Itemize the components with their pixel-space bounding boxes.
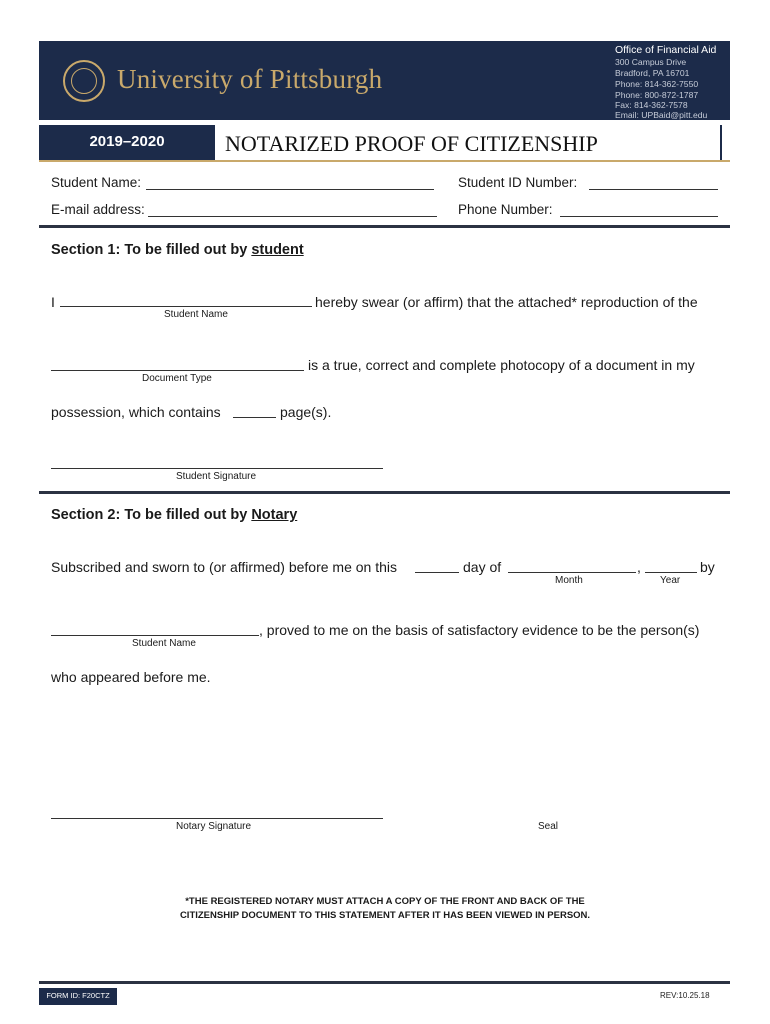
- notary-notice-line-2: CITIZENSHIP DOCUMENT TO THIS STATEMENT AFTER IT HAS BEEN VIEWED IN PERSON.: [179, 910, 591, 921]
- s1-document-type-label: Document Type: [142, 373, 212, 384]
- s1-line1-text: hereby swear (or affirm) that the attached* reproduction of the: [315, 294, 698, 310]
- student-signature-label: Student Signature: [176, 471, 257, 482]
- s2-line1-a: Subscribed and sworn to (or affirmed) before me on this: [51, 559, 398, 575]
- phone-line-2: Phone: 800-872-1787: [615, 90, 699, 100]
- s2-line1-b: day of: [463, 559, 502, 575]
- s2-year-label: Year: [660, 575, 681, 586]
- university-seal-inner: [71, 68, 97, 94]
- address-line-2: Bradford, PA 16701: [615, 68, 690, 78]
- academic-year: 2019–2020: [89, 133, 165, 150]
- phone-line-1: Phone: 814-362-7550: [615, 79, 699, 89]
- form-id: FORM ID: F20CTZ: [46, 991, 110, 1000]
- section-2-heading: Section 2: To be filled out by Notary: [51, 507, 298, 523]
- address-line-1: 300 Campus Drive: [615, 57, 687, 67]
- s1-line1-prefix: I: [51, 294, 55, 310]
- university-name: University of Pittsburgh: [117, 64, 383, 94]
- s1-page-count-field[interactable]: [233, 417, 276, 418]
- student-name-field[interactable]: [146, 189, 434, 190]
- section-divider-top: [39, 225, 730, 228]
- email-field[interactable]: [148, 216, 437, 217]
- notary-signature-field[interactable]: [51, 818, 383, 819]
- revision-label: REV:10.25.18: [660, 991, 710, 1000]
- s2-line2-text: , proved to me on the basis of satisfactory evidence to be the person(s): [259, 622, 700, 638]
- s2-student-name-field[interactable]: [51, 635, 259, 636]
- s1-document-type-field[interactable]: [51, 370, 304, 371]
- email-line: Email: UPBaid@pitt.edu: [615, 110, 708, 120]
- notary-notice-line-1: *THE REGISTERED NOTARY MUST ATTACH A COPY OF THE FRONT AND BACK OF THE: [185, 896, 585, 907]
- s2-month-label: Month: [555, 575, 583, 586]
- s2-student-name-label: Student Name: [132, 638, 196, 649]
- s1-line3-a: possession, which contains: [51, 404, 221, 420]
- title-underline: [39, 160, 730, 162]
- s2-line3-text: who appeared before me.: [51, 669, 211, 685]
- notary-signature-label: Notary Signature: [176, 821, 252, 832]
- section-divider-middle: [39, 491, 730, 494]
- seal-label: Seal: [538, 821, 559, 832]
- student-id-label: Student ID Number:: [458, 175, 578, 190]
- phone-label: Phone Number:: [458, 202, 553, 217]
- s2-year-field[interactable]: [645, 572, 697, 573]
- form-title: NOTARIZED PROOF OF CITIZENSHIP: [225, 131, 598, 156]
- section-1-heading: Section 1: To be filled out by student: [51, 242, 304, 258]
- title-right-rule: [720, 125, 722, 160]
- s1-line2-text: is a true, correct and complete photocopy of a document in my: [308, 357, 695, 373]
- phone-field[interactable]: [560, 216, 718, 217]
- s2-month-field[interactable]: [508, 572, 636, 573]
- student-signature-field[interactable]: [51, 468, 383, 469]
- student-id-field[interactable]: [589, 189, 718, 190]
- s1-student-name-label: Student Name: [164, 309, 228, 320]
- email-label: E-mail address:: [51, 202, 145, 217]
- s2-line1-d: by: [700, 559, 715, 575]
- s2-day-field[interactable]: [415, 572, 459, 573]
- s1-student-name-field[interactable]: [60, 306, 312, 307]
- fax-line: Fax: 814-362-7578: [615, 100, 688, 110]
- s2-line1-c: ,: [637, 559, 641, 575]
- office-name: Office of Financial Aid: [615, 44, 717, 56]
- student-name-label: Student Name:: [51, 175, 142, 190]
- footer-rule: [39, 981, 730, 984]
- s1-line3-b: page(s).: [280, 404, 332, 420]
